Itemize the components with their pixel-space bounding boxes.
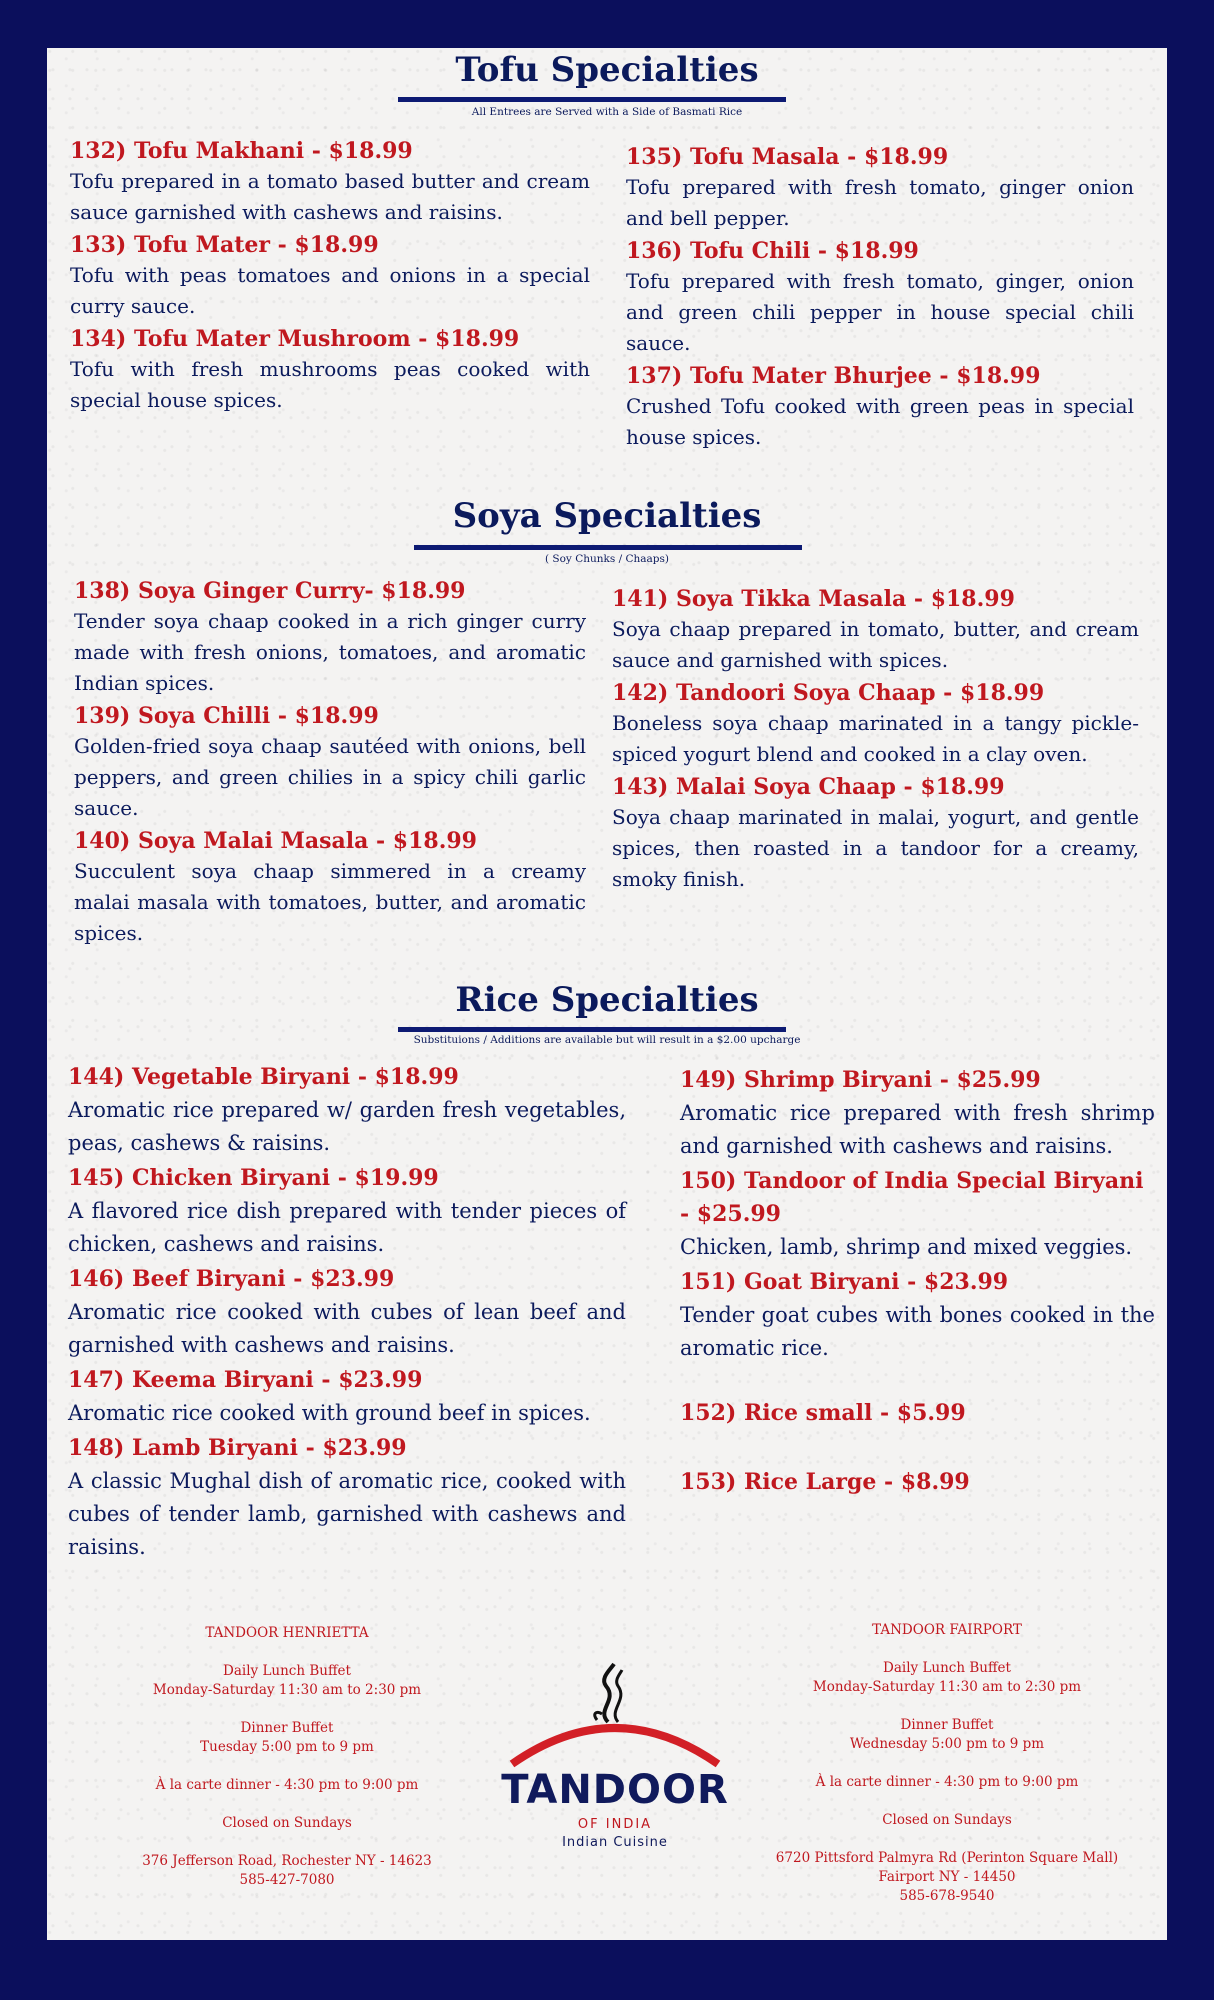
closed-note: Closed on Sundays xyxy=(882,1812,1012,1828)
menu-item-name: 136) Tofu Chili - $18.99 xyxy=(626,238,919,264)
menu-item-desc: Boneless soya chaap marinated in a tangy pickle-spiced yogurt blend and cooked in a clay oven. xyxy=(612,711,1139,766)
menu-item-desc: Aromatic rice cooked with ground beef in spices. xyxy=(68,1401,591,1425)
menu-item-name: 151) Goat Biryani - $23.99 xyxy=(680,1269,1009,1295)
menu-item-name: 141) Soya Tikka Masala - $18.99 xyxy=(612,586,1015,612)
tofu-right-column xyxy=(626,142,1134,455)
menu-item-desc: Aromatic rice cooked with cubes of lean beef and garnished with cashews and raisins. xyxy=(68,1300,626,1357)
menu-item-name: 148) Lamb Biryani - $23.99 xyxy=(68,1435,407,1461)
dinner-hours: Tuesday 5:00 pm to 9 pm xyxy=(200,1739,374,1755)
menu-item-name: 135) Tofu Masala - $18.99 xyxy=(626,144,949,170)
rice-title-rule xyxy=(398,1027,786,1032)
lunch-label: Daily Lunch Buffet xyxy=(223,1663,351,1679)
menu-item-name: 132) Tofu Makhani - $18.99 xyxy=(70,138,413,164)
menu-item-name: 140) Soya Malai Masala - $18.99 xyxy=(74,828,477,854)
fairport-info xyxy=(747,1621,1147,1906)
tofu-left-column xyxy=(70,136,590,418)
phone: 585-427-7080 xyxy=(239,1872,335,1888)
logo-tagline: Indian Cuisine xyxy=(562,1835,668,1850)
menu-item-name: 137) Tofu Mater Bhurjee - $18.99 xyxy=(626,363,1041,389)
soya-title-rule xyxy=(414,545,802,550)
menu-item-desc: Succulent soya chaap simmered in a creamy malai masala with tomatoes, butter, and aromatic spices. xyxy=(74,859,586,945)
menu-item-name: 139) Soya Chilli - $18.99 xyxy=(74,703,379,729)
soya-section-title: Soya Specialties xyxy=(452,496,762,536)
menu-item-desc: Tofu prepared in a tomato based butter and cream sauce garnished with cashews and raisins. xyxy=(70,169,590,224)
soya-right-column xyxy=(612,584,1139,897)
dinner-label: Dinner Buffet xyxy=(900,1717,994,1733)
menu-item-desc: Crushed Tofu cooked with green peas in special house spices. xyxy=(626,394,1134,449)
menu-item-desc: Tofu prepared with fresh tomato, ginger, onion and green chili pepper in house special chili sauce. xyxy=(626,269,1134,355)
city: Fairport NY - 14450 xyxy=(878,1869,1016,1885)
menu-item-name: 144) Vegetable Biryani - $18.99 xyxy=(68,1064,459,1090)
menu-item-name: 147) Keema Biryani - $23.99 xyxy=(68,1367,423,1393)
menu-item-desc: Soya chaap marinated in malai, yogurt, and gentle spices, then roasted in a tandoor for a creamy, smoky finish. xyxy=(612,805,1139,891)
rice-right-column xyxy=(680,1064,1155,1499)
rice-subtitle: Substituions / Additions are available but will result in a $2.00 upcharge xyxy=(413,1034,801,1046)
soya-subtitle: ( Soy Chunks / Chaaps) xyxy=(544,553,670,565)
henrietta-info xyxy=(127,1624,447,1890)
menu-item-desc: Tender soya chaap cooked in a rich ginger curry made with fresh onions, tomatoes, and aromatic Indian spices. xyxy=(74,609,586,695)
lunch-hours: Monday-Saturday 11:30 am to 2:30 pm xyxy=(152,1682,422,1698)
location-name: TANDOOR FAIRPORT xyxy=(872,1622,1022,1638)
menu-item-name: 153) Rice Large - $8.99 xyxy=(680,1469,970,1495)
menu-item-name: 138) Soya Ginger Curry- $18.99 xyxy=(74,578,466,604)
tandoor-logo xyxy=(500,1652,730,1872)
dinner-label: Dinner Buffet xyxy=(240,1720,334,1736)
alacarte-hours: À la carte dinner - 4:30 pm to 9:00 pm xyxy=(155,1777,419,1793)
menu-item-name: 133) Tofu Mater - $18.99 xyxy=(70,232,379,258)
tofu-section-title: Tofu Specialties xyxy=(455,50,759,90)
menu-item-desc: Aromatic rice prepared with fresh shrimp and garnished with cashews and raisins. xyxy=(680,1101,1155,1158)
menu-item-desc: A classic Mughal dish of aromatic rice, cooked with cubes of tender lamb, garnished with cashews and raisins. xyxy=(68,1469,626,1559)
dinner-hours: Wednesday 5:00 pm to 9 pm xyxy=(849,1736,1045,1752)
menu-item-desc: Chicken, lamb, shrimp and mixed veggies. xyxy=(680,1235,1133,1259)
menu-item-desc: Tofu prepared with fresh tomato, ginger onion and bell pepper. xyxy=(626,175,1134,230)
logo-sub: OF INDIA xyxy=(577,1817,653,1832)
menu-item-desc: Soya chaap prepared in tomato, butter, and cream sauce and garnished with spices. xyxy=(612,617,1139,672)
menu-item-desc: Golden-fried soya chaap sautéed with onions, bell peppers, and green chilies in a spicy chili garlic sauce. xyxy=(74,734,586,820)
menu-item-name: 134) Tofu Mater Mushroom - $18.99 xyxy=(70,326,520,352)
menu-item-name: 142) Tandoori Soya Chaap - $18.99 xyxy=(612,680,1045,706)
tofu-title-rule xyxy=(398,97,786,102)
lunch-label: Daily Lunch Buffet xyxy=(883,1660,1011,1676)
alacarte-hours: À la carte dinner - 4:30 pm to 9:00 pm xyxy=(815,1774,1079,1790)
menu-page xyxy=(47,48,1167,1940)
menu-item-name: 150) Tandoor of India Special Biryani - $25.99 xyxy=(680,1168,1144,1227)
address: 6720 Pittsford Palmyra Rd (Perinton Square Mall) xyxy=(775,1850,1119,1866)
lunch-hours: Monday-Saturday 11:30 am to 2:30 pm xyxy=(812,1679,1082,1695)
logo-name: TANDOOR xyxy=(501,1767,729,1813)
menu-item-desc: Tofu with peas tomatoes and onions in a special curry sauce. xyxy=(70,263,590,318)
rice-section-title: Rice Specialties xyxy=(455,980,759,1020)
menu-item-name: 143) Malai Soya Chaap - $18.99 xyxy=(612,774,1005,800)
rice-left-column xyxy=(68,1061,626,1566)
menu-item-desc: Tofu with fresh mushrooms peas cooked with special house spices. xyxy=(70,357,590,412)
phone: 585-678-9540 xyxy=(899,1888,995,1904)
soya-left-column xyxy=(74,576,586,951)
flame-icon xyxy=(500,1652,730,1772)
closed-note: Closed on Sundays xyxy=(222,1815,352,1831)
address: 376 Jefferson Road, Rochester NY - 14623 xyxy=(142,1853,432,1869)
menu-item-name: 145) Chicken Biryani - $19.99 xyxy=(68,1165,439,1191)
menu-item-desc: Aromatic rice prepared w/ garden fresh vegetables, peas, cashews & raisins. xyxy=(68,1098,626,1155)
menu-item-desc: A flavored rice dish prepared with tender pieces of chicken, cashews and raisins. xyxy=(68,1199,626,1256)
location-name: TANDOOR HENRIETTA xyxy=(205,1625,369,1641)
menu-item-name: 152) Rice small - $5.99 xyxy=(680,1400,966,1426)
tofu-subtitle: All Entrees are Served with a Side of Basmati Rice xyxy=(471,106,743,118)
menu-item-name: 149) Shrimp Biryani - $25.99 xyxy=(680,1067,1041,1093)
menu-item-name: 146) Beef Biryani - $23.99 xyxy=(68,1266,395,1292)
menu-item-desc: Tender goat cubes with bones cooked in the aromatic rice. xyxy=(680,1303,1155,1360)
